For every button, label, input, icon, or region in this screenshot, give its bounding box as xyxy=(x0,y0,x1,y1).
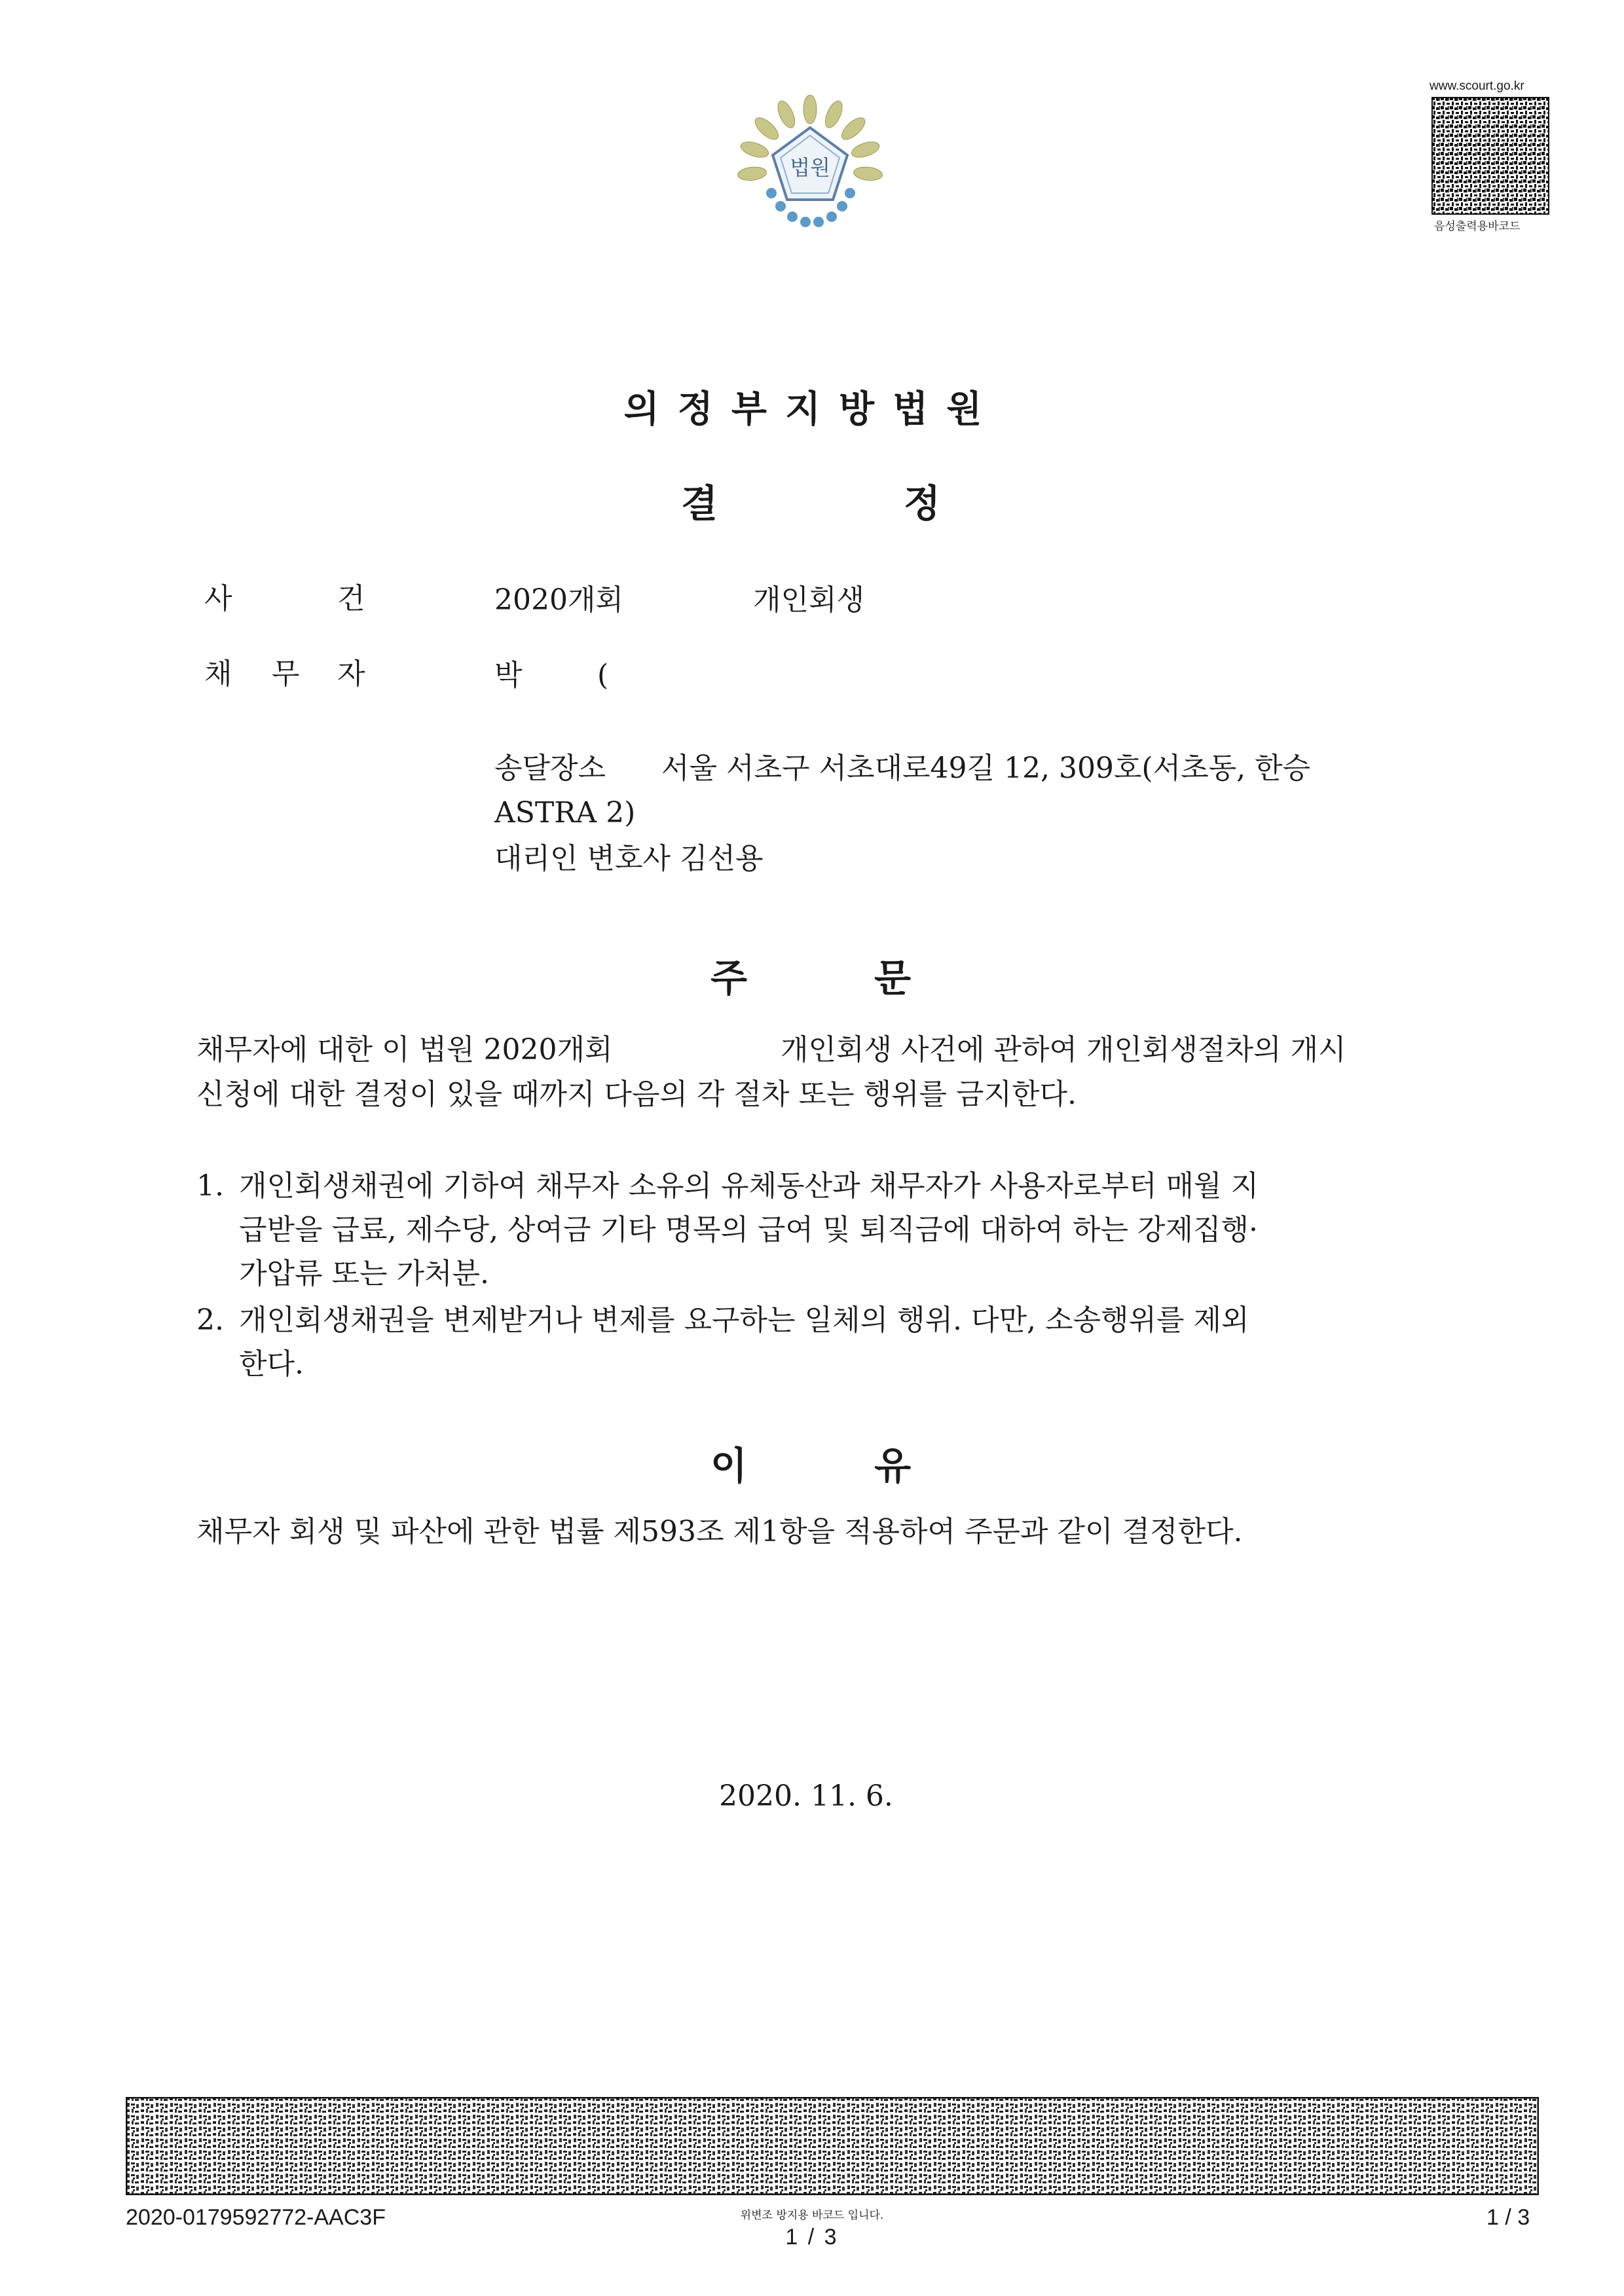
reason-heading-left: 이 xyxy=(710,1444,748,1488)
service-address-line2: ASTRA 2) xyxy=(494,796,636,829)
case-number: 2020개회 xyxy=(494,583,623,617)
order-heading-right: 문 xyxy=(874,956,912,1000)
debtor-name: 박 xyxy=(494,659,523,692)
reason-heading-right: 유 xyxy=(874,1444,912,1488)
seal-text: 법원 xyxy=(790,155,830,180)
order-intro-c: 신청에 대한 결정이 있을 때까지 다음의 각 절차 또는 행위를 금지한다. xyxy=(196,1078,1077,1111)
order-item2-number: 2. xyxy=(196,1303,224,1337)
decision-date: 2020. 11. 6. xyxy=(719,1779,893,1813)
qr-url: www.scourt.go.kr xyxy=(1430,79,1524,93)
order-intro-b: 개인회생 사건에 관하여 개인회생절차의 개시 xyxy=(781,1033,1346,1066)
qr-label: 음성출력용바코드 xyxy=(1434,220,1521,233)
page-number-center: 1 / 3 xyxy=(785,2225,839,2250)
qr-barcode-image xyxy=(1431,97,1549,215)
order-item2-line1: 개인회생채권을 변제받거나 변제를 요구하는 일체의 행위. 다만, 소송행위를 제외 xyxy=(239,1303,1249,1337)
service-label: 송달장소 xyxy=(494,752,606,785)
debtor-paren: ( xyxy=(597,659,609,692)
doc-title-left: 결 xyxy=(681,481,718,526)
reason-text: 채무자 회생 및 파산에 관한 법률 제593조 제1항을 적용하여 주문과 같이 결정한다. xyxy=(196,1515,1243,1548)
order-item1-line2: 급받을 급료, 제수당, 상여금 기타 명목의 급여 및 퇴직금에 대하여 하는 강제집행· xyxy=(239,1213,1258,1247)
service-agent: 대리인 변호사 김선용 xyxy=(494,842,764,875)
order-item1-line1: 개인회생채권에 기하여 채무자 소유의 유체동산과 채무자가 사용자로부터 매월 지 xyxy=(239,1169,1259,1203)
order-item1-number: 1. xyxy=(196,1169,224,1203)
anti-forgery-barcode xyxy=(126,2097,1539,2195)
barcode-notice: 위변조 방지용 바코드 입니다. xyxy=(740,2209,884,2222)
page-number-right: 1 / 3 xyxy=(1486,2205,1530,2230)
order-item2-line2: 한다. xyxy=(239,1347,304,1381)
debtor-label-c: 자 xyxy=(337,657,365,691)
order-heading-left: 주 xyxy=(710,956,748,1000)
debtor-label-a: 채 xyxy=(204,657,232,691)
order-item1-line3: 가압류 또는 가처분. xyxy=(239,1257,489,1290)
doc-title-right: 정 xyxy=(904,481,941,526)
case-type: 개인회생 xyxy=(753,583,865,617)
document-id: 2020-0179592772-AAC3F xyxy=(126,2205,386,2230)
debtor-label-b: 무 xyxy=(272,657,300,691)
court-seal-logo xyxy=(737,95,883,240)
service-address-line1: 서울 서초구 서초대로49길 12, 309호(서초동, 한승 xyxy=(661,752,1311,785)
case-label-b: 건 xyxy=(337,582,365,615)
order-intro-a: 채무자에 대한 이 법원 2020개회 xyxy=(196,1033,613,1066)
court-name: 의정부지방법원 xyxy=(623,388,1001,431)
case-label-a: 사 xyxy=(204,582,232,615)
